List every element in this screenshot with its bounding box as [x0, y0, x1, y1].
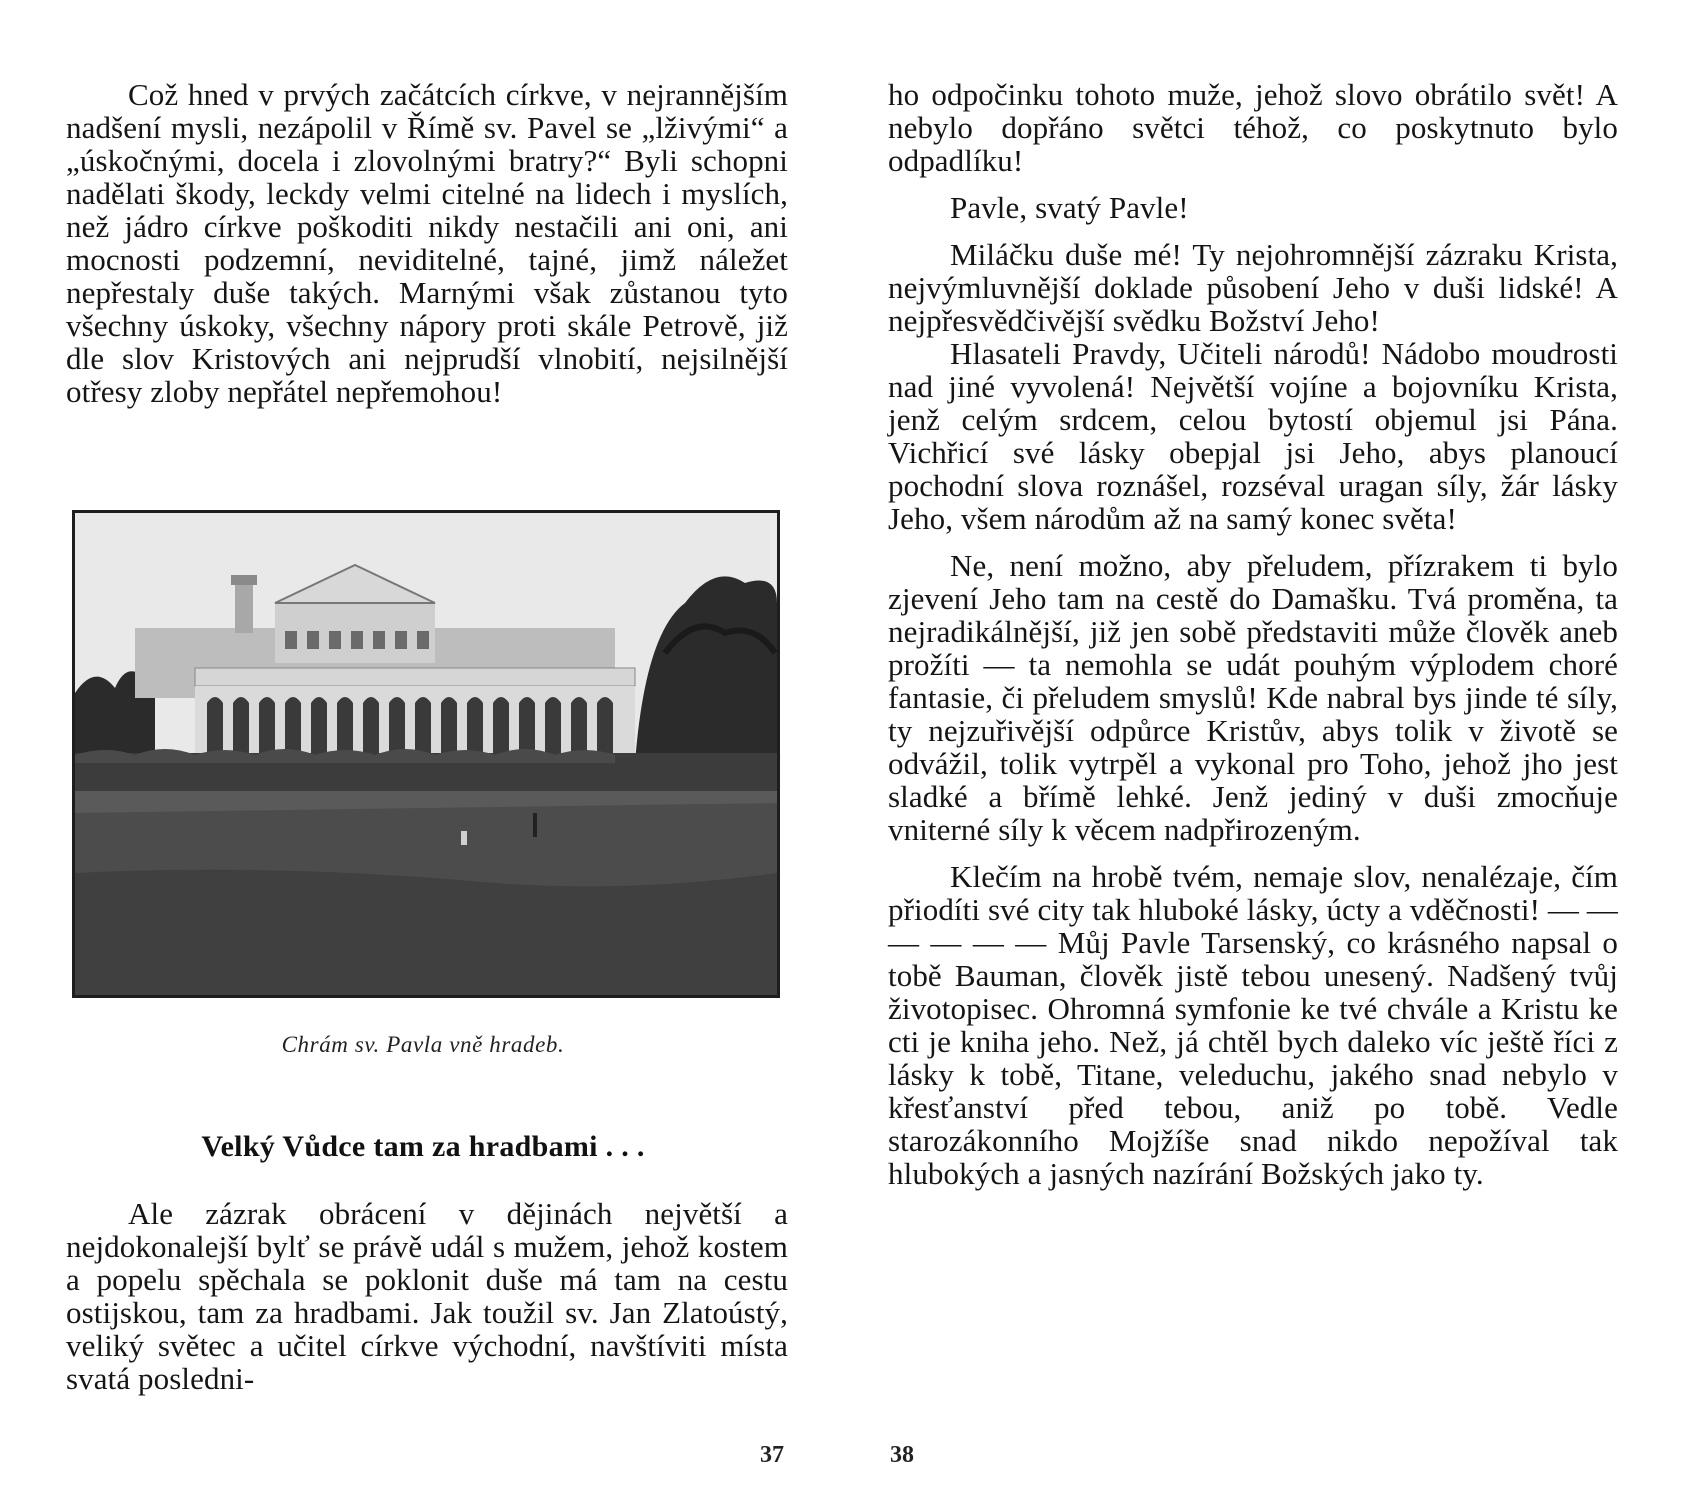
- section-title: Velký Vůdce tam za hradbami . . .: [201, 1130, 645, 1163]
- left-section-column: [66, 1197, 788, 1395]
- right-paragraph-invocation: Pavle, svatý Pavle!: [950, 190, 1189, 225]
- right-paragraph-hlasateli: Hlasateli Pravdy, Učiteli národů! Nádobo moudrosti nad jiné vyvolená! Největší vojíne a bojovníku Krista, jenž celým srdcem, celou bytostí objemul jsi Pána. Vichřicí své lásky obepjal jsi Jeho, abys planoucí pochodní slova roznášel, rozséval uragan síly, žár lásky Jeho, všem národům až na samý konec světa!: [888, 336, 1618, 536]
- right-page: [846, 0, 1692, 1500]
- right-text-column: [888, 78, 1618, 1190]
- right-paragraph-continuation: ho odpočinku tohoto muže, jehož slovo obrátilo svět! A nebylo dopřáno světci téhož, co poskytnuto bylo odpadlíku!: [888, 77, 1618, 178]
- left-section-paragraph: Ale zázrak obrácení v dějinách největší a nejdokonalejší bylť se právě udál s mužem, jehož kostem a popelu spěchala se poklonit duše má tam na cestu ostijskou, tam za hradbami. Jak toužil sv. Jan Zlatoústý, veliký světec a učitel církve východní, navštíviti místa svatá posledni-: [66, 1196, 788, 1396]
- right-paragraph-klecim: Klečím na hrobě tvém, nemaje slov, nenalézaje, čím přiodíti své city tak hluboké lásky, úcty a vděčnosti! — — — — — — Můj Pavle Tarsenský, co krásného napsal o tobě Bauman, člověk jistě tebou unesený. Nadšený tvůj životopisec. Ohromná symfonie ke tvé chvále a Kristu ke cti je kniha jeho. Než, já chtěl bych daleko víc ještě říci z lásky k tobě, Titane, veleduchu, jakého snad nebylo v křesťanství před tebou, aniž po tobě. Vedle starozákonního Mojžíše snad nikdo nepožíval tak hlubokých a jasných nazírání Božských jako ty.: [888, 859, 1618, 1191]
- left-intro-column: [66, 78, 788, 408]
- right-paragraph-milacku: Miláčku duše mé! Ty nejohromnější zázraku Krista, nejvýmluvnější doklade působení Jeho v duši lidské! A nejpřesvědčivější svědku Božství Jeho!: [888, 237, 1618, 338]
- page-number-right: 38: [890, 1442, 914, 1468]
- right-paragraph-damasek: Ne, není možno, aby přeludem, přízrakem ti bylo zjevení Jeho tam na cestě do Damašku. Tvá proměna, ta nejradikálnější, již jen sobě představiti může člověk aneb prožíti — ta nemohla se udát pouhým výplodem choré fantasie, či přeludem smyslů! Kde nabral bys jinde té síly, ty nejzuřivější odpůrce Kristův, abys tolik v životě se odvážil, tolik vytrpěl a vykonal pro Toho, jehož jho jest sladké a břímě lehké. Jenž jediný v duši zmocňuje vniterné síly k věcem nadpřirozeným.: [888, 548, 1618, 847]
- church-photo: [72, 510, 780, 998]
- page-number-left: 37: [760, 1442, 784, 1468]
- left-intro-paragraph: Což hned v prvých začátcích církve, v nejrannějším nadšení mysli, nezápolil v Římě sv. Pavel se „lživými“ a „úskočnými, docela i zlovolnými bratry?“ Byli schopni nadělati škody, leckdy velmi citelné na lidech i myslích, než jádro církve poškoditi nikdy nestačili ani oni, ani mocnosti podzemní, neviditelné, tajné, jimž náležet nepřestaly duše takých. Marnými však zůstanou tyto všechny úskoky, všechny nápory proti skále Petrově, již dle slov Kristových ani nejprudší vlnobití, nejsilnější otřesy zloby nepřátel nepřemohou!: [66, 77, 788, 409]
- church-photo-drawing: [75, 513, 777, 995]
- figure-caption: Chrám sv. Pavla vně hradeb.: [281, 1032, 565, 1057]
